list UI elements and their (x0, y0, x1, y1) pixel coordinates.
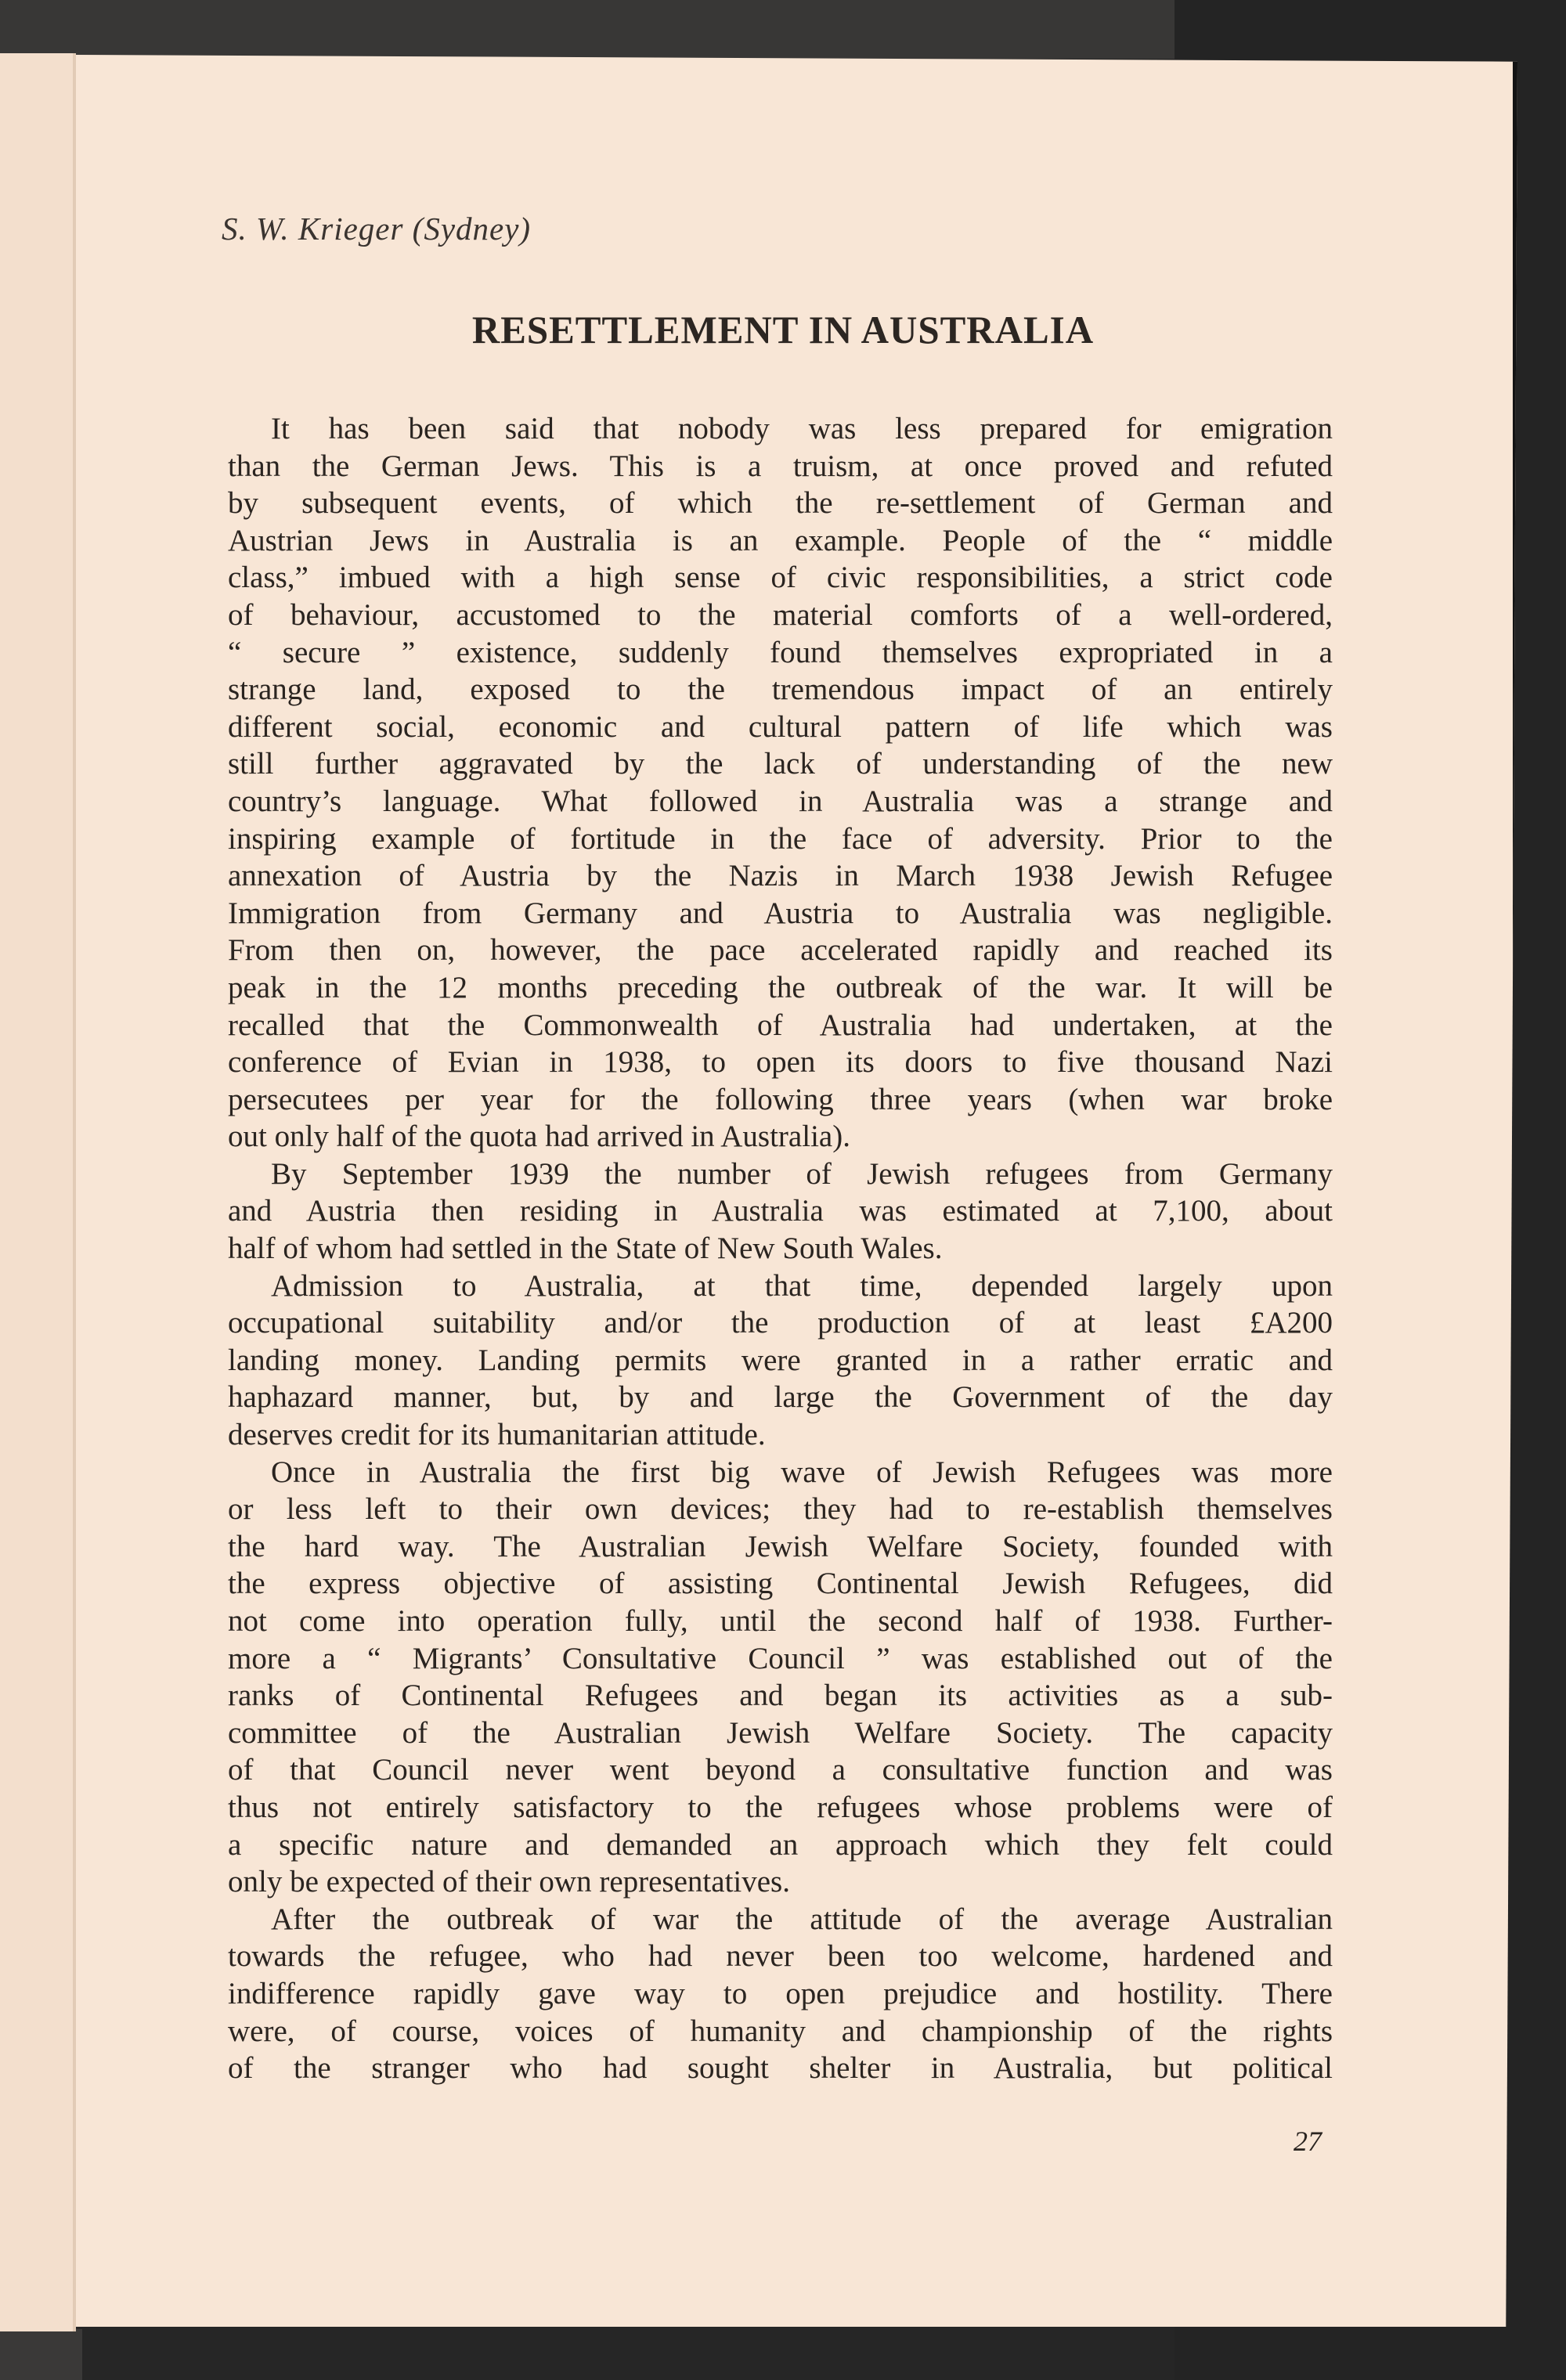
text-line: occupational suitability and/or the production of at least £A200 (228, 1306, 1333, 1340)
text-line: not come into operation fully, until the second half of 1938. Further- (228, 1604, 1333, 1638)
text-line: and Austria then residing in Australia was estimated at 7,100, about (228, 1194, 1333, 1228)
text-line: out only half of the quota had arrived in Australia). (228, 1120, 850, 1154)
text-line: It has been said that nobody was less prepared for emigration (271, 412, 1333, 445)
article-body (228, 410, 1333, 2087)
paragraph (228, 410, 1333, 1156)
text-line: of behaviour, accustomed to the material comforts of a well-ordered, (228, 597, 1333, 632)
paragraph (228, 1901, 1333, 2087)
text-line: “ secure ” existence, suddenly found themselves expropriated in a (228, 635, 1333, 669)
text-line: deserves credit for its humanitarian attitude. (228, 1418, 766, 1452)
text-line: Once in Australia the first big wave of Jewish Refugees was more (271, 1455, 1333, 1489)
text-line: class,” imbued with a high sense of civic responsibilities, a strict code (228, 561, 1333, 595)
article-title: RESETTLEMENT IN AUSTRALIA (471, 308, 1095, 352)
text-line: were, of course, voices of humanity and championship of the rights (228, 2014, 1333, 2048)
text-line: the express objective of assisting Continental Jewish Refugees, did (228, 1567, 1333, 1601)
text-line: committee of the Australian Jewish Welfare Society. The capacity (228, 1715, 1333, 1750)
text-line: towards the refugee, who had never been too welcome, hardened and (228, 1939, 1333, 1974)
paragraph (228, 1156, 1333, 1268)
paragraph (228, 1454, 1333, 1901)
text-line: of that Council never went beyond a consultative function and was (228, 1753, 1333, 1787)
text-line: indifference rapidly gave way to open prejudice and hostility. There (228, 1976, 1333, 2010)
scan-background (0, 0, 1174, 59)
article-author: S. W. Krieger (Sydney) (222, 211, 532, 247)
text-line: persecutees per year for the following three years (when war broke (228, 1082, 1333, 1116)
text-line: by subsequent events, of which the re-settlement of German and (228, 486, 1333, 521)
text-line: landing money. Landing permits were granted in a rather erratic and (228, 1343, 1333, 1377)
scan-background-bottom (0, 2329, 82, 2380)
text-line: haphazard manner, but, by and large the Government of the day (228, 1380, 1333, 1415)
text-line: country’s language. What followed in Australia was a strange and (228, 784, 1333, 818)
text-line: strange land, exposed to the tremendous impact of an entirely (228, 673, 1333, 707)
text-line: only be expected of their own representatives. (228, 1865, 790, 1899)
text-line: thus not entirely satisfactory to the refugees whose problems were of (228, 1790, 1333, 1824)
text-line: more a “ Migrants’ Consultative Council ” was established out of the (228, 1641, 1333, 1675)
text-line: the hard way. The Australian Jewish Welfare Society, founded with (228, 1529, 1333, 1563)
text-line: By September 1939 the number of Jewish refugees from Germany (271, 1156, 1333, 1191)
text-line: inspiring example of fortitude in the face of adversity. Prior to the (228, 821, 1333, 856)
text-line: recalled that the Commonwealth of Australia had undertaken, at the (228, 1008, 1333, 1042)
text-line: Austrian Jews in Australia is an example. People of the “ middle (228, 523, 1333, 557)
text-line: of the stranger who had sought shelter in Australia, but political (228, 2051, 1333, 2086)
text-line: or less left to their own devices; they had to re-establish themselves (228, 1492, 1333, 1527)
text-line: a specific nature and demanded an approach which they felt could (228, 1827, 1333, 1862)
text-line: peak in the 12 months preceding the outbreak of the war. It will be (228, 970, 1333, 1004)
page-number: 27 (1294, 2126, 1322, 2157)
page-gutter (73, 53, 76, 2331)
text-line: After the outbreak of war the attitude of the average Australian (271, 1902, 1333, 1936)
text-line: Admission to Australia, at that time, depended largely upon (271, 1268, 1333, 1303)
text-line: than the German Jews. This is a truism, at once proved and refuted (228, 449, 1333, 483)
text-line: different social, economic and cultural pattern of life which was (228, 709, 1333, 744)
facing-page-edge (0, 53, 75, 2331)
text-line: From then on, however, the pace accelerated rapidly and reached its (228, 933, 1333, 968)
text-line: still further aggravated by the lack of understanding of the new (228, 747, 1333, 781)
text-line: conference of Evian in 1938, to open its doors to five thousand Nazi (228, 1045, 1333, 1080)
paragraph (228, 1268, 1333, 1454)
text-line: half of whom had settled in the State of New South Wales. (228, 1231, 943, 1266)
text-line: ranks of Continental Refugees and began its activities as a sub- (228, 1679, 1333, 1713)
text-line: Immigration from Germany and Austria to Australia was negligible. (228, 896, 1333, 930)
text-line: annexation of Austria by the Nazis in March 1938 Jewish Refugee (228, 859, 1333, 893)
